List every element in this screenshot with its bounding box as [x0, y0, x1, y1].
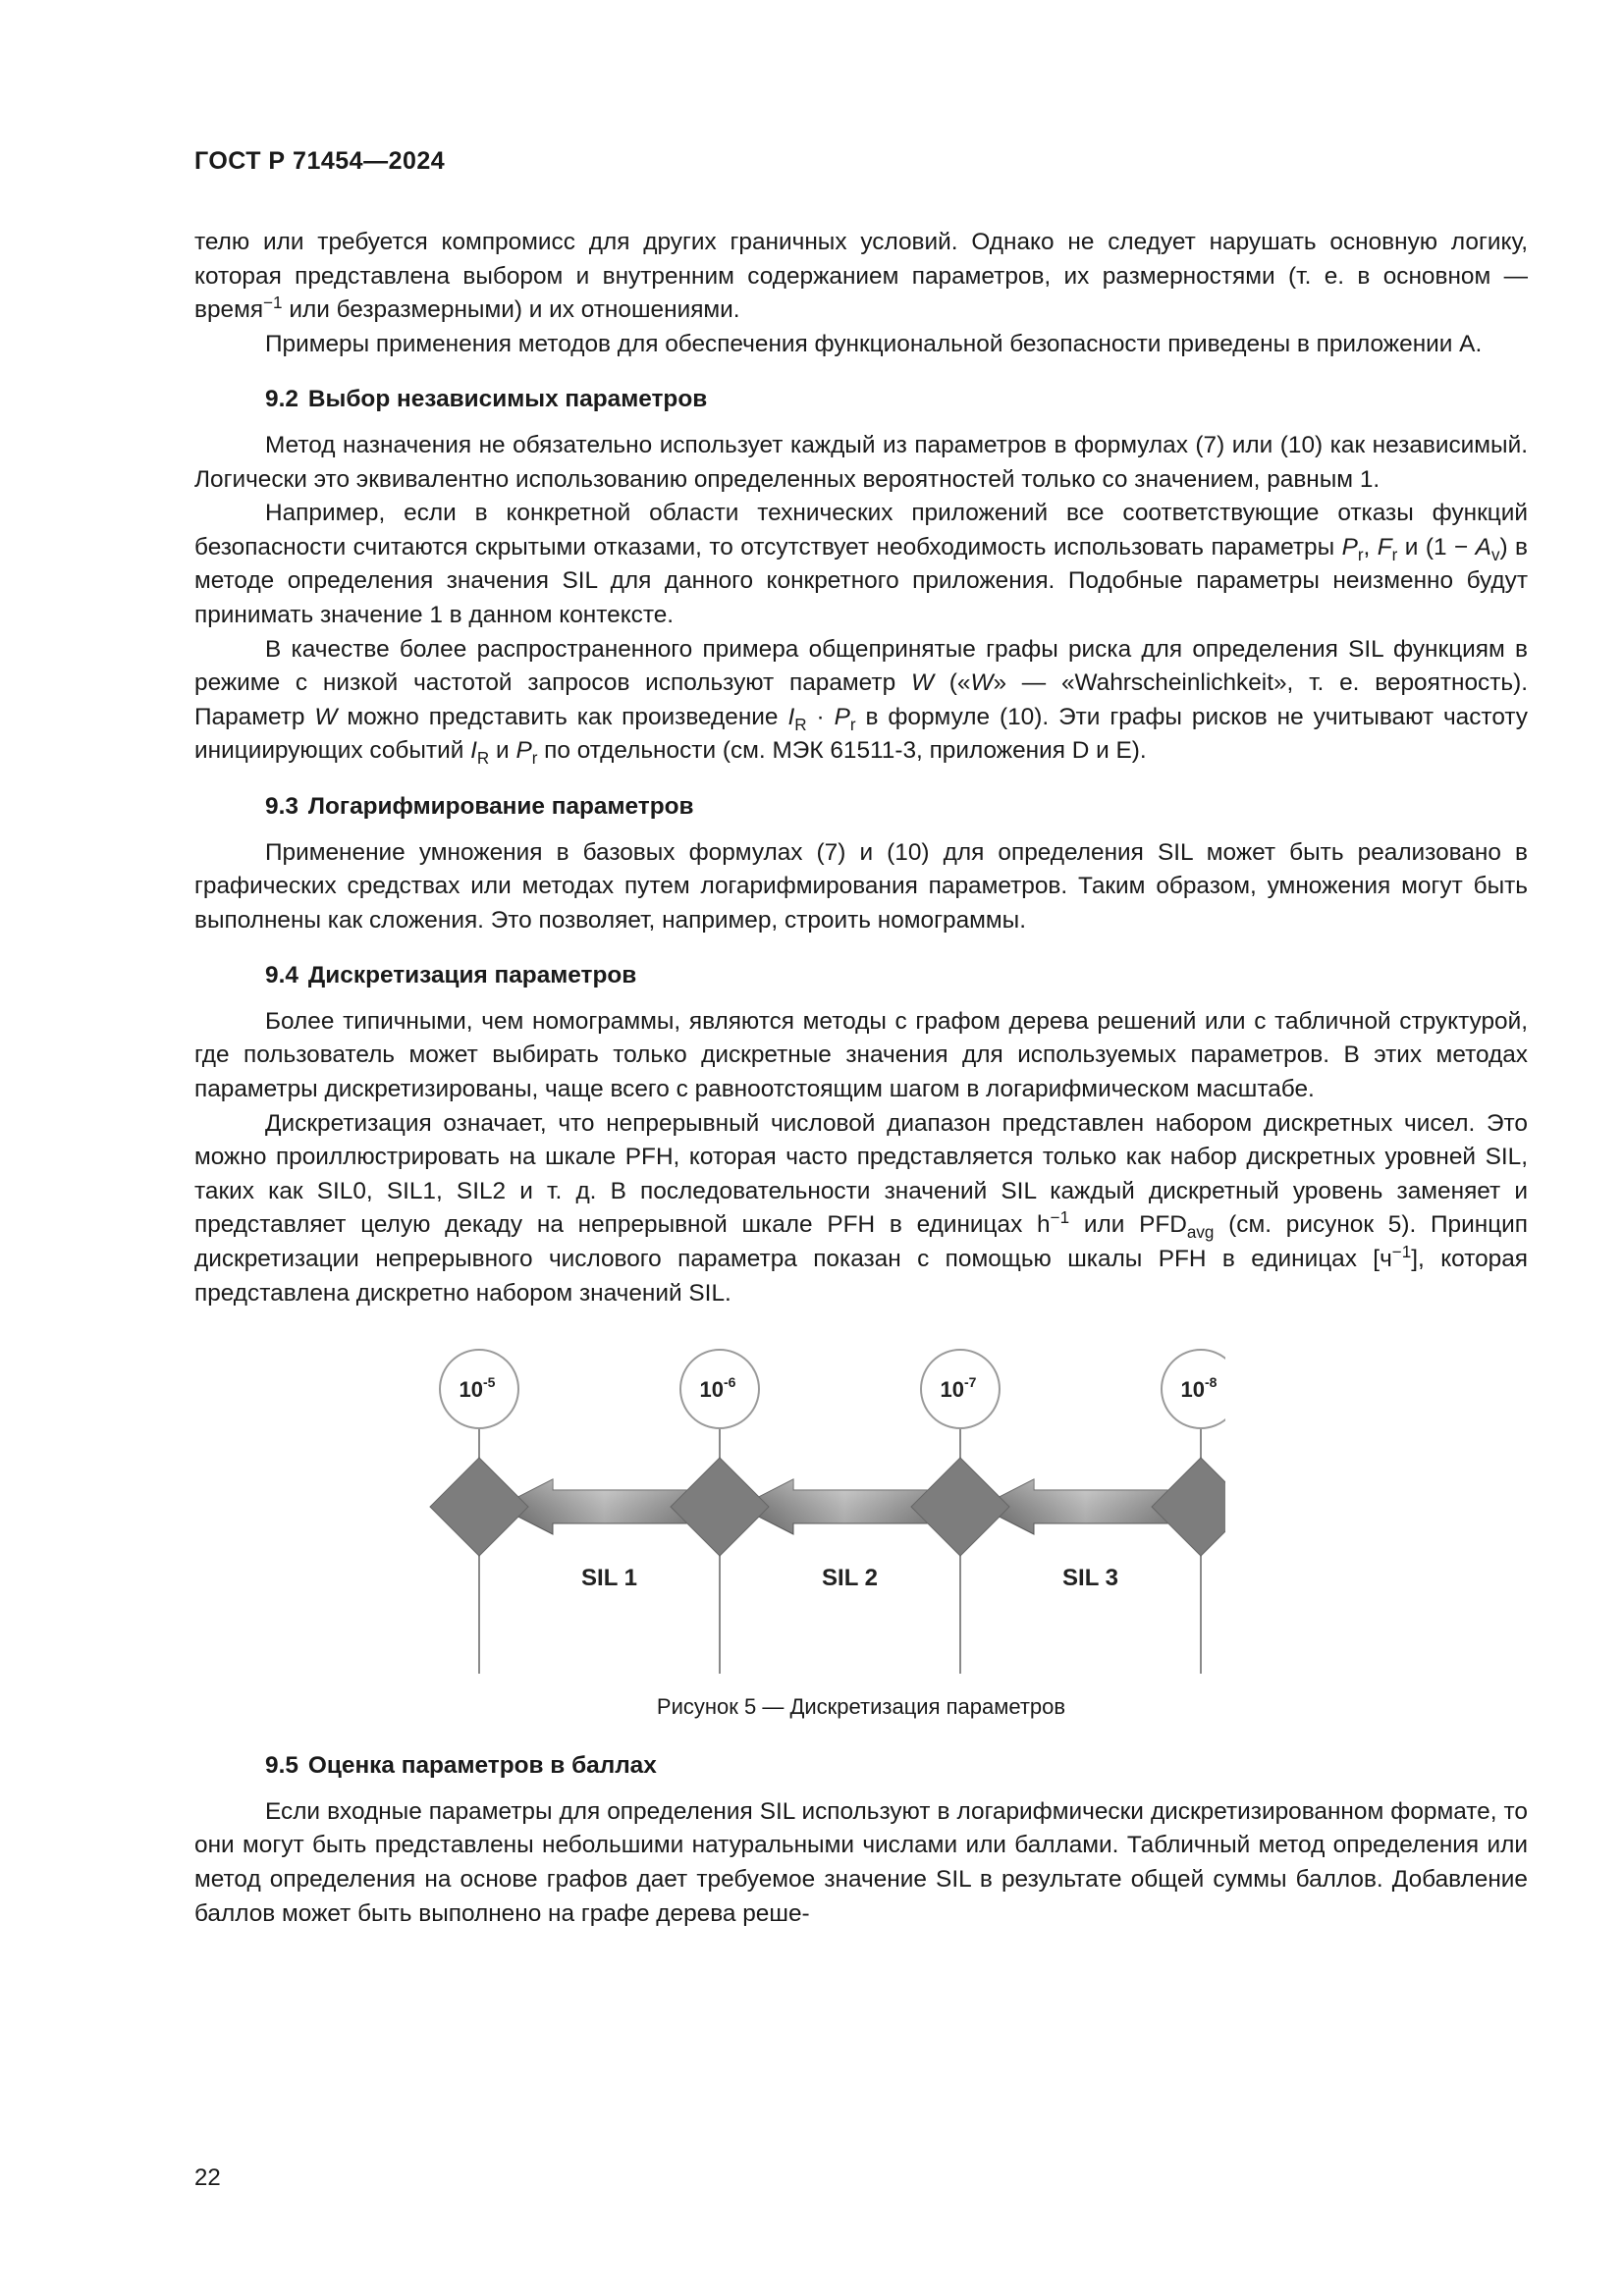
section-number: 9.2 [265, 386, 298, 413]
paragraph-9-2-2 [194, 497, 1528, 632]
symbol: F [1377, 533, 1392, 561]
section-title: Дискретизация параметров [307, 962, 637, 989]
text: и [489, 737, 516, 765]
paragraph-9-4-1: Более типичными, чем номограммы, являются методы с графом дерева решений или с табличной структурой, где пользователь может выбирать только дискретные значения для используемых параметров. В этих методах параметры дискретизированы, чаще всего с равноотстоящим шагом в логарифмическом масштабе. [194, 1007, 1528, 1103]
figure-5-sil-scale [194, 1340, 1528, 1679]
subscript: r [1357, 545, 1364, 564]
paragraph-9-4-2 [194, 1107, 1528, 1311]
tick-label: $10^{-6}$ [699, 1374, 736, 1403]
tick-label: $10^{-8}$ [1180, 1374, 1218, 1403]
text: Например, если в конкретной области технических приложений все соответствующие отказы функций безопасности считаются скрытыми отказами, то отсутствует необходимость использовать параметры [194, 500, 1528, 561]
section-heading-9-4 [265, 959, 1528, 993]
section-heading-9-2 [265, 383, 1528, 417]
subscript: v [1490, 545, 1500, 564]
text: Дискретизация означает, что непрерывный числовой диапазон представлен набором дискретных чисел. Это можно проиллюстрировать на шкале PFH, которая часто представляется только как набор дискретных уровней SIL, таких как SIL0, SIL1, SIL2 и т. д. В последовательности значений SIL каждый дискретный уровень заменяет и представляет целую декаду на непрерывной шкале PFH в единицах h [194, 1109, 1528, 1239]
scale-diamond [430, 1458, 528, 1556]
tick-label: $10^{-5}$ [459, 1374, 496, 1403]
text: ) в методе определения значения SIL для данного конкретного приложения. Подобные параметры неизменно будут принимать значение 1 в данном контексте. [194, 533, 1528, 628]
sil-level-label: SIL 3 [1062, 1565, 1118, 1592]
text: (см. рисунок 5). Принцип дискретизации непрерывного числового параметра показан с помощью шкалы PFH в единицах [ч [194, 1211, 1528, 1273]
symbol: P [515, 737, 532, 765]
sil-level-label: SIL 2 [822, 1565, 878, 1592]
text: или PFD [1069, 1211, 1187, 1239]
text: по отдельности (см. МЭК 61511-3, приложения D и Е). [537, 737, 1147, 765]
symbol: P [1341, 533, 1358, 561]
symbol: W [910, 669, 934, 697]
scale-diamond [1152, 1458, 1225, 1556]
section-number: 9.3 [265, 792, 298, 820]
superscript: −1 [1050, 1208, 1070, 1228]
scale-diamond [671, 1458, 769, 1556]
section-number: 9.4 [265, 962, 298, 989]
symbol: A [1475, 533, 1491, 561]
paragraph-9-5-1: Если входные параметры для определения SIL используют в логарифмически дискретизированном формате, то они могут быть представлены небольшими натуральными числами или баллами. Табличный метод определения или метод определения на основе графов дает требуемое значение SIL в результате общей суммы баллов. Добавление баллов может быть выполнено на графе дерева реше- [194, 1797, 1528, 1927]
superscript: −1 [263, 294, 283, 313]
paragraph-9-2-1: Метод назначения не обязательно использует каждый из параметров в формулах (7) или (10) как независимый. Логически это эквивалентно использованию определенных вероятностей только со значением, равным 1. [194, 431, 1528, 493]
paragraph-9-2-3 [194, 633, 1528, 769]
page-number: 22 [194, 2164, 221, 2191]
symbol: W [314, 703, 338, 730]
text: в формуле (10). Эти графы рисков не учитывают частоту инициирующих событий [194, 703, 1528, 765]
symbol: I [787, 703, 795, 730]
text: телю или требуется компромисс для других граничных условий. Однако не следует нарушать основную логику, которая представлена выбором и внутренним содержанием параметров, их размерностями (т. е. в основном — время [194, 229, 1528, 324]
text: » — «Wahrscheinlichkeit», т. е. вероятность). Параметр [194, 669, 1528, 730]
figure-caption: Рисунок 5 — Дискретизация параметров [656, 1694, 1066, 1720]
subscript: r [531, 749, 538, 769]
subscript: r [1391, 545, 1398, 564]
subscript: R [476, 749, 490, 769]
section-title: Выбор независимых параметров [307, 386, 708, 413]
text: и (1 − [1397, 533, 1476, 561]
superscript: −1 [1391, 1242, 1412, 1261]
text: В качестве более распространенного примера общепринятые графы риска для определения SIL функциям в режиме с низкой частотой запросов используют параметр [194, 635, 1528, 697]
symbol: W [970, 669, 994, 697]
sil-scale-diagram [420, 1340, 1225, 1679]
text: · [806, 703, 835, 730]
text: (« [933, 669, 971, 697]
subscript: R [794, 715, 807, 734]
section-title: Логарифмирование параметров [307, 792, 694, 820]
subscript: r [849, 715, 856, 734]
section-heading-9-5 [265, 1749, 1528, 1784]
text: или безразмерными) и их отношениями. [282, 296, 740, 324]
body-text [194, 226, 1528, 1931]
section-title: Оценка параметров в баллах [307, 1752, 657, 1780]
scale-diamond [911, 1458, 1009, 1556]
section-heading-9-3 [265, 790, 1528, 825]
text: ], которая представлена дискретно набором значений SIL. [194, 1246, 1528, 1307]
symbol: I [470, 737, 477, 765]
tick-label: $10^{-7}$ [940, 1374, 977, 1403]
paragraph-9-3-1: Применение умножения в базовых формулах (7) и (10) для определения SIL может быть реализовано в графических средствах или методах путем логарифмирования параметров. Таким образом, умножения могут быть выполнены как сложения. Это позволяет, например, строить номограммы. [194, 838, 1528, 934]
sil-level-label: SIL 1 [581, 1565, 637, 1592]
text: можно представить как произведение [337, 703, 788, 730]
subscript: avg [1186, 1223, 1215, 1243]
paragraph-intro-2: Примеры применения методов для обеспечения функциональной безопасности приведены в приложении А. [265, 330, 1483, 357]
text: , [1363, 533, 1378, 561]
paragraph-intro-1 [194, 226, 1528, 328]
symbol: P [834, 703, 850, 730]
section-number: 9.5 [265, 1752, 298, 1780]
document-header: ГОСТ Р 71454—2024 [194, 147, 446, 175]
